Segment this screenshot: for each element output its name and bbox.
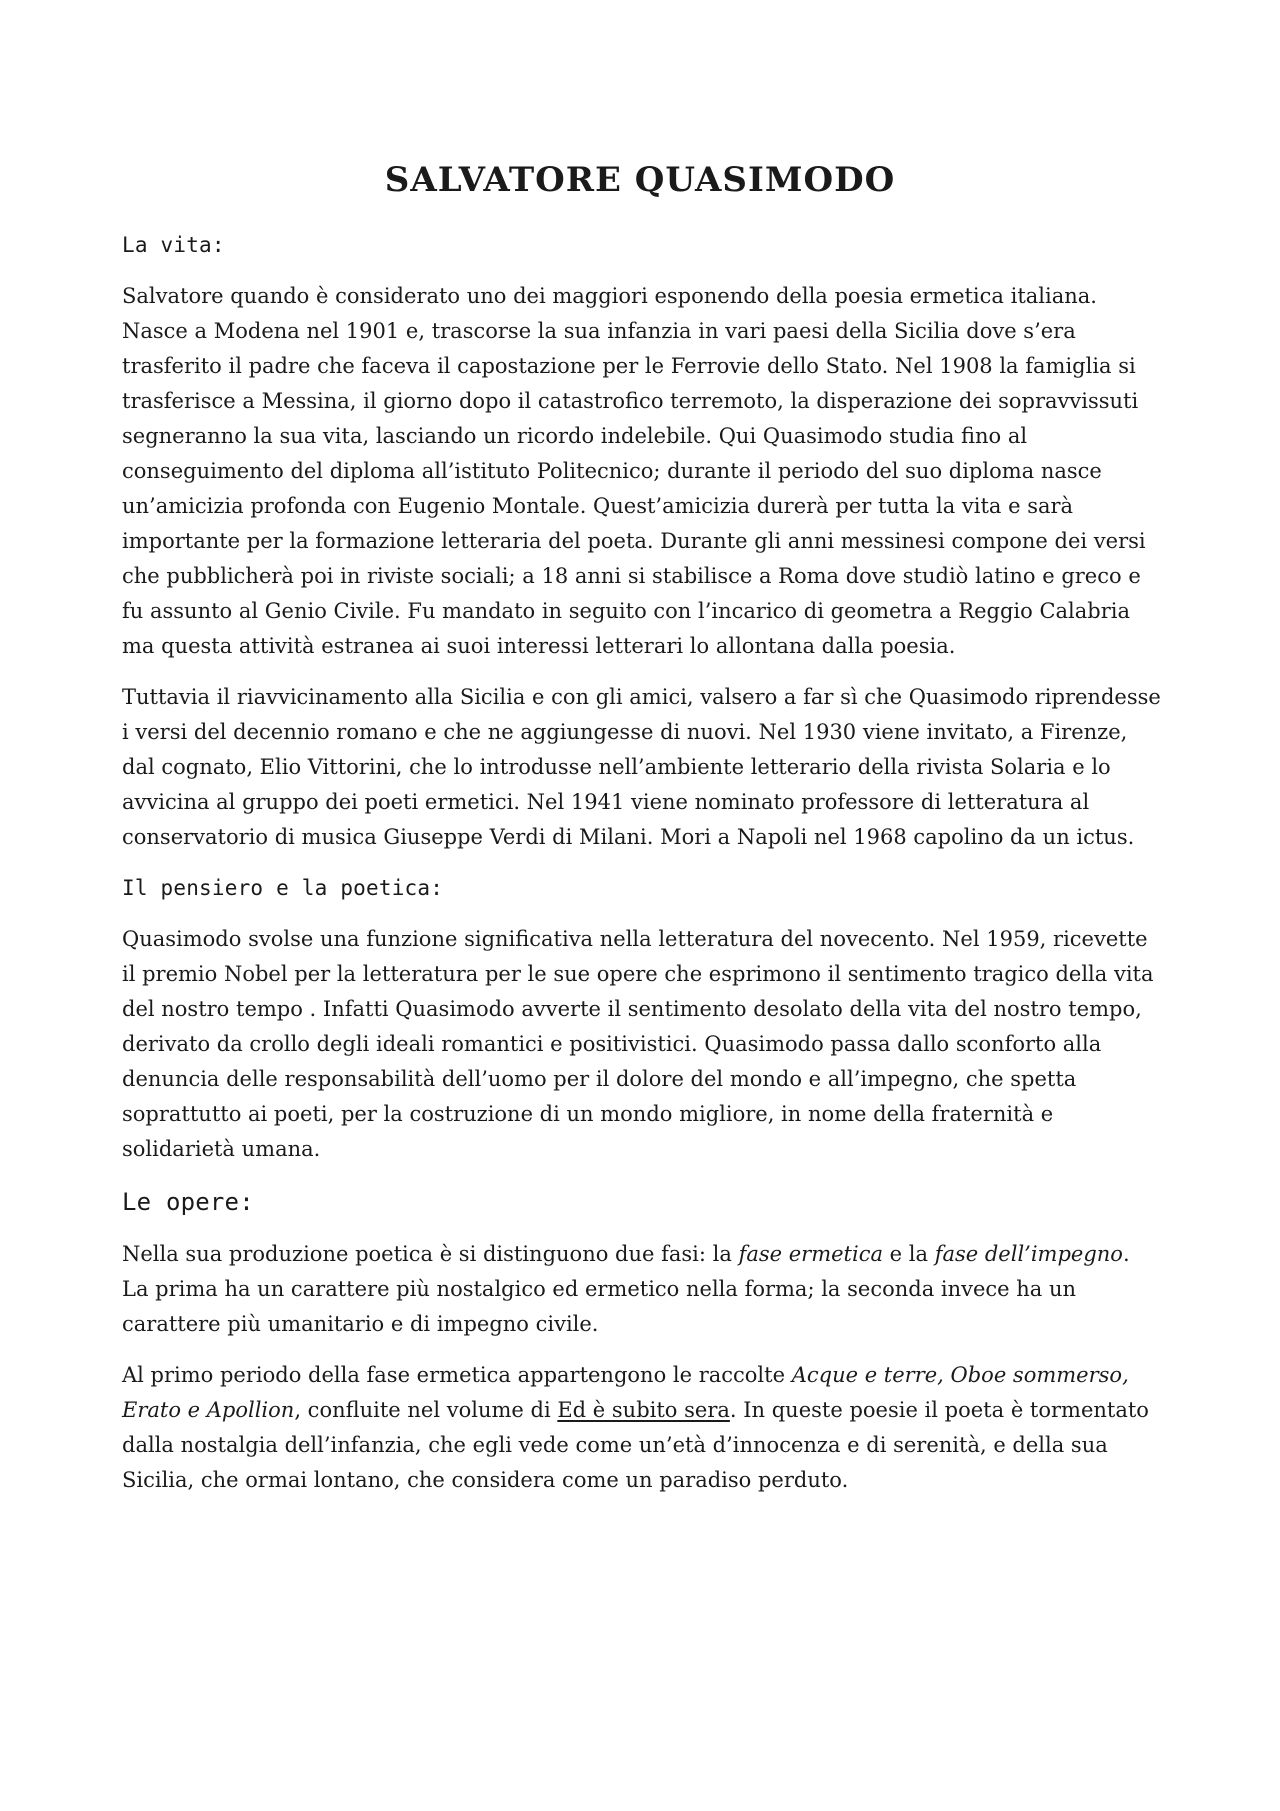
document-body bbox=[122, 228, 1162, 1514]
paragraph-opere-1 bbox=[122, 1237, 1162, 1342]
paragraph-opere-2-text-c: . In queste poesie il poeta è tormentato dalla nostalgia dell’infanzia, che egli vede come un’età d’innocenza e di serenità, e della sua Sicilia, che ormai lontano, che considera come un paradiso perduto. bbox=[122, 1398, 1149, 1492]
paragraph-vita-1: Salvatore quando è considerato uno dei maggiori esponendo della poesia ermetica italiana. Nasce a Modena nel 1901 e, trascorse la sua infanzia in vari paesi della Sicilia dove s’era trasferito il padre che faceva il capostazione per le Ferrovie dello Stato. Nel 1908 la famiglia si trasferisce a Messina, il giorno dopo il catastrofico terremoto, la disperazione dei sopravvissuti segneranno la sua vita, lasciando un ricordo indelebile. Qui Quasimodo studia fino al conseguimento del diploma all’istituto Politecnico; durante il periodo del suo diploma nasce un’amicizia profonda con Eugenio Montale. Quest’amicizia durerà per tutta la vita e sarà importante per la formazione letteraria del poeta. Durante gli anni messinesi compone dei versi che pubblicherà poi in riviste sociali; a 18 anni si stabilisce a Roma dove studiò latino e greco e fu assunto al Genio Civile. Fu mandato in seguito con l’incarico di geometra a Reggio Calabria ma questa attività estranea ai suoi interessi letterari lo allontana dalla poesia. bbox=[122, 284, 1146, 658]
paragraph-opere-1-text-b: e la bbox=[882, 1242, 935, 1266]
paragraph-opere-2 bbox=[122, 1358, 1162, 1498]
paragraph-pensiero-1: Quasimodo svolse una funzione significativa nella letteratura del novecento. Nel 1959, ricevette il premio Nobel per la letteratura per le sue opere che esprimono il sentimento tragico della vita del nostro tempo . Infatti Quasimodo avverte il sentimento desolato della vita del nostro tempo, derivato da crollo degli ideali romantici e positivistici. Quasimodo passa dallo sconforto alla denuncia delle responsabilità dell’uomo per il dolore del mondo e all’impegno, che spetta soprattutto ai poeti, per la costruzione di un mondo migliore, in nome della fraternità e solidarietà umana. bbox=[122, 927, 1154, 1161]
document-title: SALVATORE QUASIMODO bbox=[384, 160, 896, 200]
emphasis-fase-impegno: fase dell’impegno bbox=[934, 1242, 1123, 1266]
emphasis-raccolte: Acque e terre, Oboe sommerso, Erato e Apollion bbox=[122, 1363, 1129, 1422]
emphasis-fase-ermetica: fase ermetica bbox=[738, 1242, 883, 1266]
section-heading-opere: Le opere: bbox=[122, 1188, 254, 1216]
paragraph-opere-2-text-b: , confluite nel volume di bbox=[294, 1398, 558, 1422]
paragraph-vita-2: Tuttavia il riavvicinamento alla Sicilia e con gli amici, valsero a far sì che Quasimodo riprendesse i versi del decennio romano e che ne aggiungesse di nuovi. Nel 1930 viene invitato, a Firenze, dal cognato, Elio Vittorini, che lo introdusse nell’ambiente letterario della rivista Solaria e lo avvicina al gruppo dei poeti ermetici. Nel 1941 viene nominato professore di letteratura al conservatorio di musica Giuseppe Verdi di Milani. Mori a Napoli nel 1968 capolino da un ictus. bbox=[122, 685, 1161, 849]
section-heading-pensiero: Il pensiero e la poetica: bbox=[122, 876, 444, 900]
underlined-ed-e-subito-sera: Ed è subito sera bbox=[557, 1398, 730, 1422]
paragraph-opere-2-text-a: Al primo periodo della fase ermetica appartengono le raccolte bbox=[122, 1363, 792, 1387]
section-heading-vita: La vita: bbox=[122, 233, 225, 257]
paragraph-opere-1-text-c: . La prima ha un carattere più nostalgico ed ermetico nella forma; la seconda invece ha un carattere più umanitario e di impegno civile. bbox=[122, 1242, 1130, 1336]
paragraph-opere-1-text-a: Nella sua produzione poetica è si distinguono due fasi: la bbox=[122, 1242, 739, 1266]
